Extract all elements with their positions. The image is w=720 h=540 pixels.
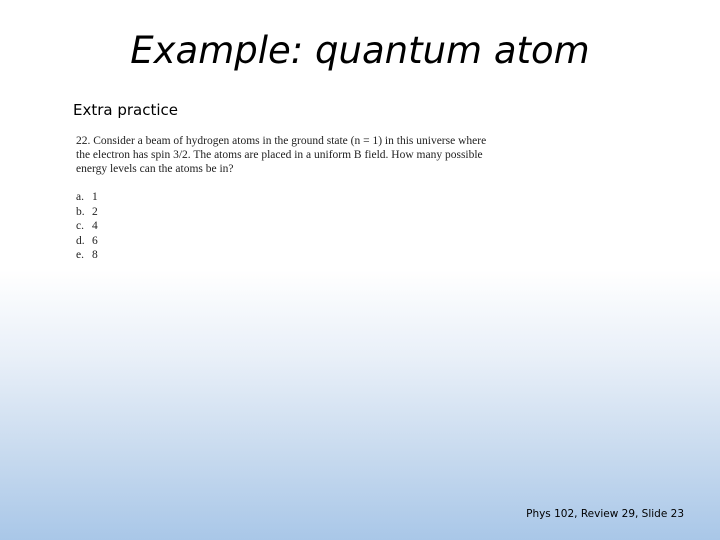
slide-title: Example: quantum atom [130,29,590,72]
problem-line-2: the electron has spin 3/2. The atoms are placed in a uniform B field. How many possible [76,149,483,161]
choice-value: 4 [92,220,98,232]
slide-footer: Phys 102, Review 29, Slide 23 [526,508,684,520]
choice-letter: a. [76,191,84,203]
choice-letter: d. [76,234,85,247]
answer-choice-a [76,190,546,205]
answer-choice-e [76,248,546,263]
choice-letter: b. [76,205,85,218]
answer-choice-b [76,205,546,220]
choice-value: 8 [92,249,98,261]
choice-value: 1 [92,191,98,203]
problem-line-1: 22. Consider a beam of hydrogen atoms in the ground state (n = 1) in this universe where [76,135,487,147]
answer-choices [76,190,546,263]
problem-block [76,134,546,263]
choice-value: 2 [92,205,98,218]
answer-choice-d [76,234,546,249]
slide-subtitle: Extra practice [73,101,179,119]
answer-choice-c [76,219,546,234]
choice-letter: c. [76,220,84,232]
problem-line-3: energy levels can the atoms be in? [76,163,234,175]
choice-value: 6 [92,234,98,247]
choice-letter: e. [76,249,84,261]
